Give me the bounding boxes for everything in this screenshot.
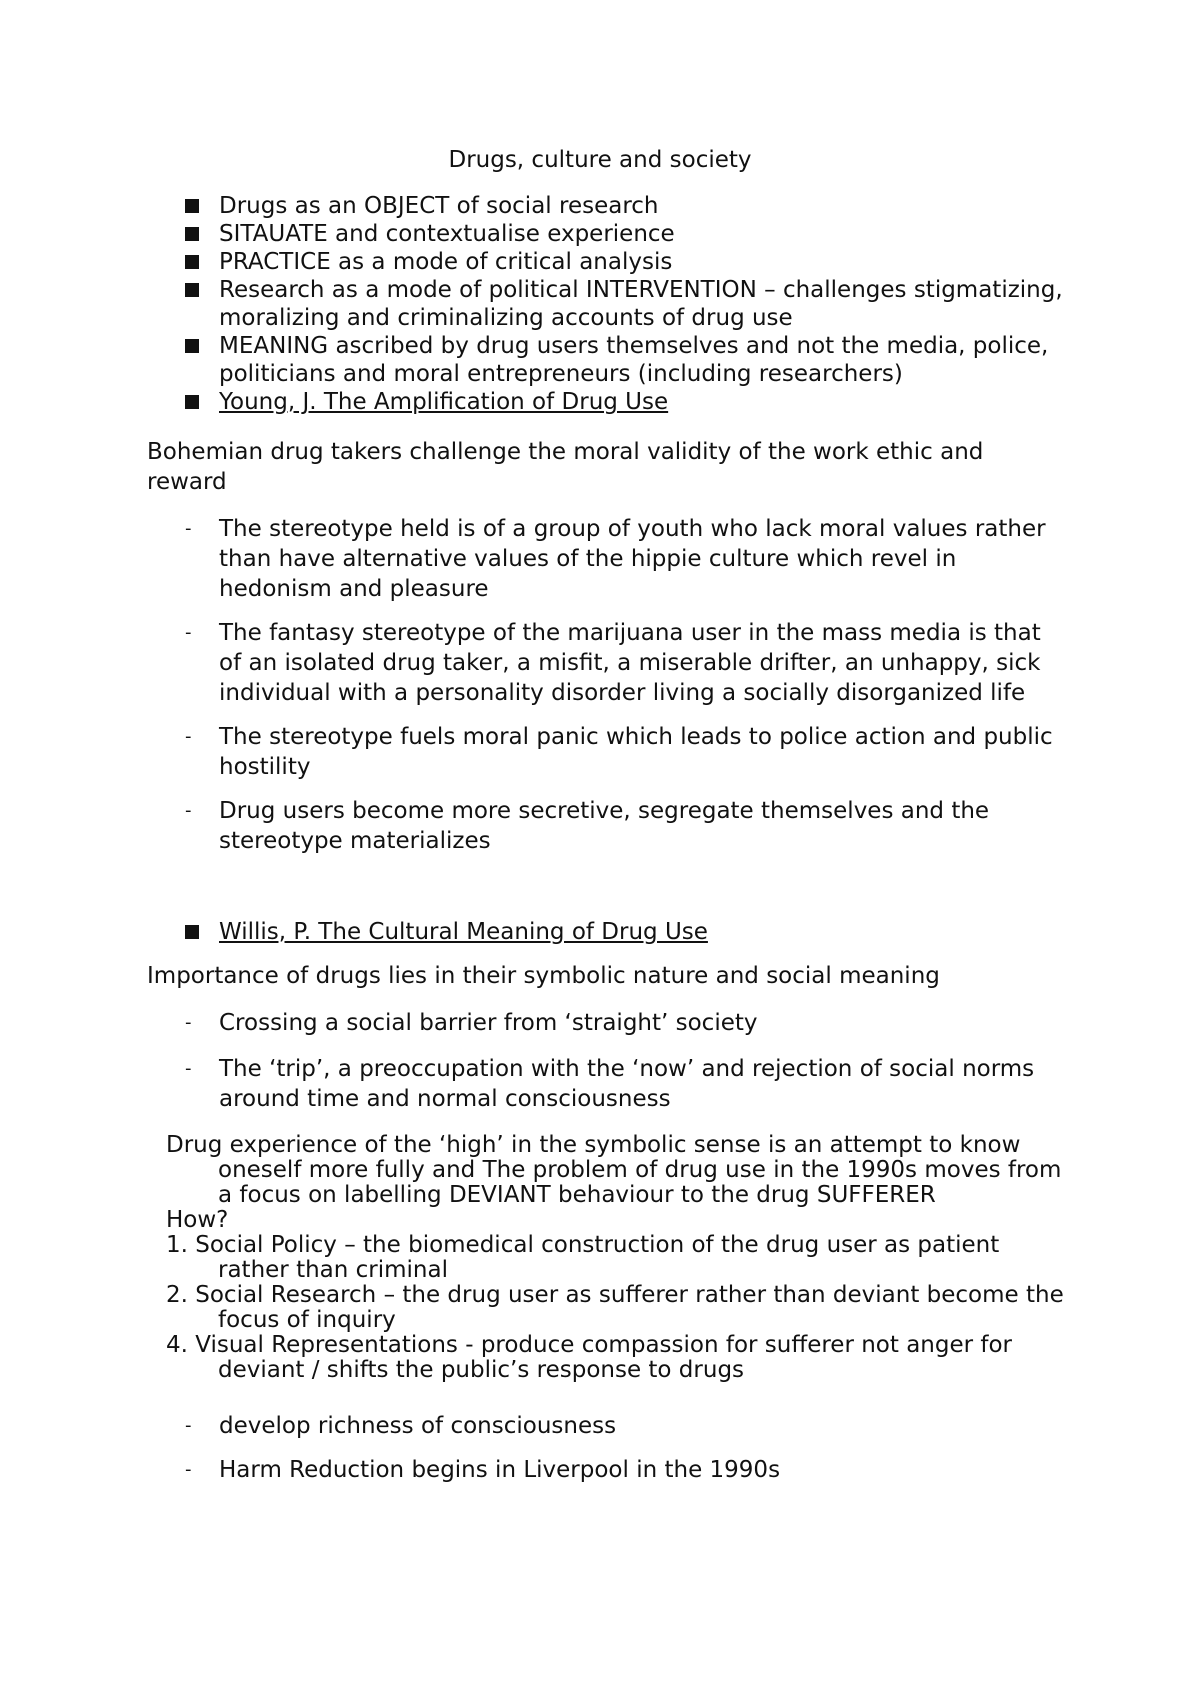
section1-heading: Bohemian drug takers challenge the moral validity of the work ethic and reward <box>147 439 984 495</box>
dash-marker: - <box>185 726 192 747</box>
square-bullet-icon <box>185 283 199 297</box>
square-bullet-icon <box>185 925 199 939</box>
list-item: - Drug users become more secretive, segregate themselves and the stereotype materializes <box>185 798 990 854</box>
square-bullet-icon <box>185 227 199 241</box>
square-bullet-icon <box>185 339 199 353</box>
how-label: How? <box>166 1207 229 1233</box>
intro-bullet-list <box>185 192 1065 416</box>
section2-heading: Importance of drugs lies in their symbolic nature and social meaning <box>147 963 940 989</box>
dash-marker: - <box>185 518 192 539</box>
section1-dash-list <box>185 514 1065 856</box>
square-bullet-icon <box>185 395 199 409</box>
list-item: - Harm Reduction begins in Liverpool in the 1990s <box>185 1457 781 1483</box>
dash-marker: - <box>185 622 192 643</box>
numbered-item: 4. Visual Representations - produce compassion for sufferer not anger for deviant / shifts the public’s response to drugs <box>166 1332 1013 1383</box>
dash-marker: - <box>185 800 192 821</box>
reference-young: Young, J. The Amplification of Drug Use <box>219 389 669 415</box>
dash-marker: - <box>185 1459 192 1480</box>
sufferer-paragraph: Drug experience of the ‘high’ in the symbolic sense is an attempt to know oneself more fully and The problem of drug use in the 1990s moves from a focus on labelling DEVIANT behaviour to the drug SUFFERER <box>166 1132 1062 1208</box>
reference-willis: Willis, P. The Cultural Meaning of Drug Use <box>219 919 708 945</box>
sufferer-block <box>166 1133 1066 1383</box>
numbered-item: 2. Social Research – the drug user as sufferer rather than deviant become the focus of inquiry <box>166 1282 1064 1333</box>
list-item: SITAUATE and contextualise experience <box>185 220 1065 248</box>
list-item: Research as a mode of political INTERVENTION – challenges stigmatizing, moralizing and criminalizing accounts of drug use <box>185 276 1065 332</box>
document-title: Drugs, culture and society <box>448 147 752 173</box>
numbered-item: 1. Social Policy – the biomedical construction of the drug user as patient rather than criminal <box>166 1232 1000 1283</box>
dash-marker: - <box>185 1058 192 1079</box>
dash-marker: - <box>185 1012 192 1033</box>
square-bullet-icon <box>185 255 199 269</box>
list-item: - The fantasy stereotype of the marijuana user in the mass media is that of an isolated drug taker, a misfit, a miserable drifter, an unhappy, sick individual with a personality disorder living a socially disorganized life <box>185 620 1041 706</box>
section2-dash-list <box>185 1008 1065 1114</box>
list-item: MEANING ascribed by drug users themselves and not the media, police, politicians and moral entrepreneurs (including researchers) <box>185 332 1065 388</box>
list-item: - The stereotype fuels moral panic which leads to police action and public hostility <box>185 724 1053 780</box>
list-item: PRACTICE as a mode of critical analysis <box>185 248 1065 276</box>
list-item: - The ‘trip’, a preoccupation with the ‘now’ and rejection of social norms around time and normal consciousness <box>185 1056 1035 1112</box>
list-item <box>185 388 1065 416</box>
list-item: - The stereotype held is of a group of youth who lack moral values rather than have alternative values of the hippie culture which revel in hedonism and pleasure <box>185 516 1046 602</box>
willis-bullet <box>185 918 1065 946</box>
list-item: Drugs as an OBJECT of social research <box>185 192 1065 220</box>
square-bullet-icon <box>185 199 199 213</box>
final-dash-list <box>185 1413 1065 1483</box>
dash-marker: - <box>185 1415 192 1436</box>
list-item: - develop richness of consciousness <box>185 1413 617 1439</box>
list-item: - Crossing a social barrier from ‘straight’ society <box>185 1010 758 1036</box>
